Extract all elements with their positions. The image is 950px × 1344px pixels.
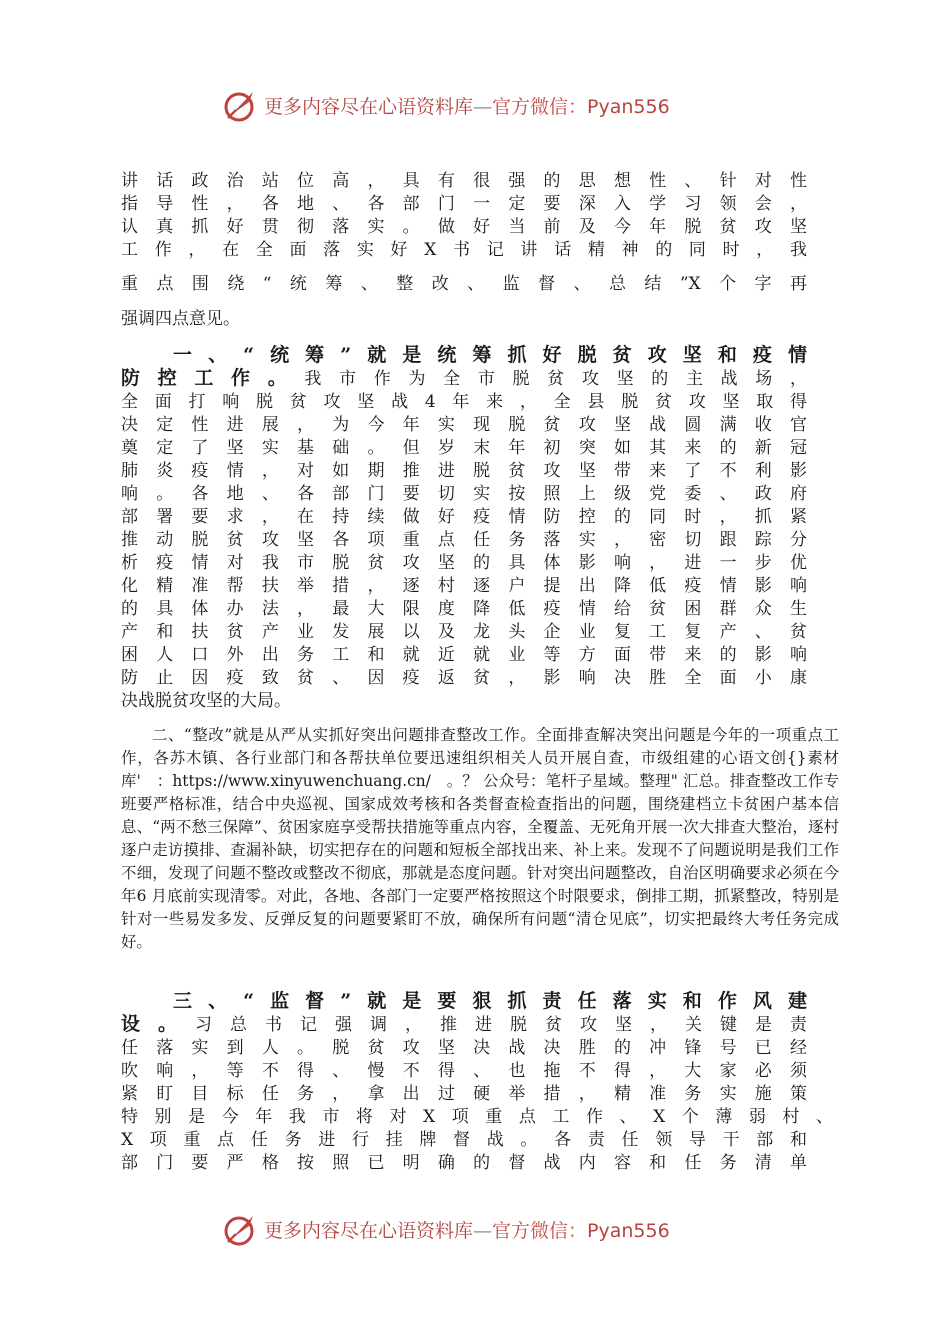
text-line: 吹响，等不得、慢不得、也拖不得，大家必须 [121, 1061, 807, 1081]
text-line: 决战脱贫攻坚的大局。 [121, 691, 291, 711]
text-line: 重点围绕“统筹、整改、监督、总结”X个字再 [121, 274, 807, 294]
section-2-paragraph: 二、“整改”就是从严从实抓好突出问题排查整改工作。全面排查解决突出问题是今年的一项重点工作，各苏木镇、各行业部门和各帮扶单位要迅速组织相关人员开展自查，市级组建的心语文创{}素材库' ：https://www.xinyuwenchuang.cn/ 。？ 公众号：笔杆子星域。整理" 汇总。排查整改工作专班要严格标准，结合中央巡视、国家成效考核和各类督查检查指出的问题，围绕建档立卡贫困户基本信息、“两不愁三保障”、贫困家庭享受帮扶措施等重点内容，全覆盖、无死角开展一次大排查大整治，逐村逐户走访摸排、查漏补缺，切实把存在的问题和短板全部找出来、补上来。发现不了问题说明是我们工作不细，发现了问题不整改或整改不彻底，那就是态度问题。针对突出问题整改，自治区明确要求必须在今年6 月底前实现清零。对此，各地、各部门一定要严格按照这个时限要求，倒排工期，抓紧整改，特别是针对一些易发多发、反弹反复的问题要紧盯不放，确保所有问题“清仓见底”，切实把最终大考任务完成好。 [121, 726, 839, 951]
text-line: 强调四点意见。 [121, 309, 240, 329]
section-1 [121, 344, 807, 713]
text-line: 全面打响脱贫攻坚战4年来，全县脱贫攻坚取得 [121, 392, 807, 412]
text-line: 产和扶贫产业发展以及龙头企业复工复产、贫 [121, 622, 807, 642]
banner-text: 更多内容尽在心语资料库—官方微信：Pyan556 [264, 1220, 670, 1242]
footer-watermark-banner [0, 1212, 950, 1252]
text-line: 设。习总书记强调，推进脱贫攻坚，关键是责 [121, 1013, 807, 1035]
quill-logo-icon [222, 88, 258, 124]
text-line: 部署要求，在持续做好疫情防控的同时，抓紧 [121, 507, 807, 527]
quill-logo-icon [222, 1212, 258, 1248]
text-line: 推动脱贫攻坚各项重点任务落实，密切跟踪分 [121, 530, 807, 550]
text-line: 肺炎疫情，对如期推进脱贫攻坚带来了不利影 [121, 461, 807, 481]
section-3 [121, 990, 833, 1175]
text-line: 响。各地、各部门要切实按照上级党委、政府 [121, 484, 807, 504]
text-line: 紧盯目标任务，拿出过硬举措，精准务实施策 [121, 1084, 807, 1104]
text-line: 的具体办法，最大限度降低疫情给贫困群众生 [121, 599, 807, 619]
intro-block [121, 170, 807, 331]
banner-text: 更多内容尽在心语资料库—官方微信：Pyan556 [264, 96, 670, 118]
text-line: 特别是今年我市将对X项重点工作、X个薄弱村、 [121, 1107, 833, 1127]
text-line: 指导性，各地、各部门一定要深入学习领会， [121, 194, 807, 214]
text-line: 工作，在全面落实好X书记讲话精神的同时，我 [121, 240, 807, 260]
text-line: 困人口外出务工和就近就业等方面带来的影响 [121, 645, 807, 665]
section-3-heading-cont: 设。 [121, 1013, 195, 1035]
text-line: 防控工作。我市作为全市脱贫攻坚的主战场， [121, 367, 807, 389]
text-line: X项重点任务进行挂牌督战。各责任领导干部和 [121, 1130, 807, 1150]
text-line: 析疫情对我市脱贫攻坚的具体影响，进一步优 [121, 553, 807, 573]
text-line: 决定性进展，为今年实现脱贫攻坚战圆满收官 [121, 415, 807, 435]
text-line: 任落实到人。脱贫攻坚决战决胜的冲锋号已经 [121, 1038, 807, 1058]
text-line: 化精准帮扶举措，逐村逐户提出降低疫情影响 [121, 576, 807, 596]
header-watermark-banner [0, 88, 950, 128]
text-line: 部门要严格按照已明确的督战内容和任务清单 [121, 1153, 807, 1173]
text-line: 讲话政治站位高，具有很强的思想性、针对性 [121, 171, 807, 191]
section-1-heading: 一、“统筹”就是统筹抓好脱贫攻坚和疫情 [173, 344, 807, 366]
text-line: 认真抓好贯彻落实。做好当前及今年脱贫攻坚 [121, 217, 807, 237]
section-1-heading-cont: 防控工作。 [121, 367, 305, 389]
text-line: 奠定了坚实基础。但岁末年初突如其来的新冠 [121, 438, 807, 458]
text-line: 防止因疫致贫、因疫返贫，影响决胜全面小康 [121, 668, 807, 688]
section-3-heading: 三、“监督”就是要狠抓责任落实和作风建 [173, 990, 807, 1012]
